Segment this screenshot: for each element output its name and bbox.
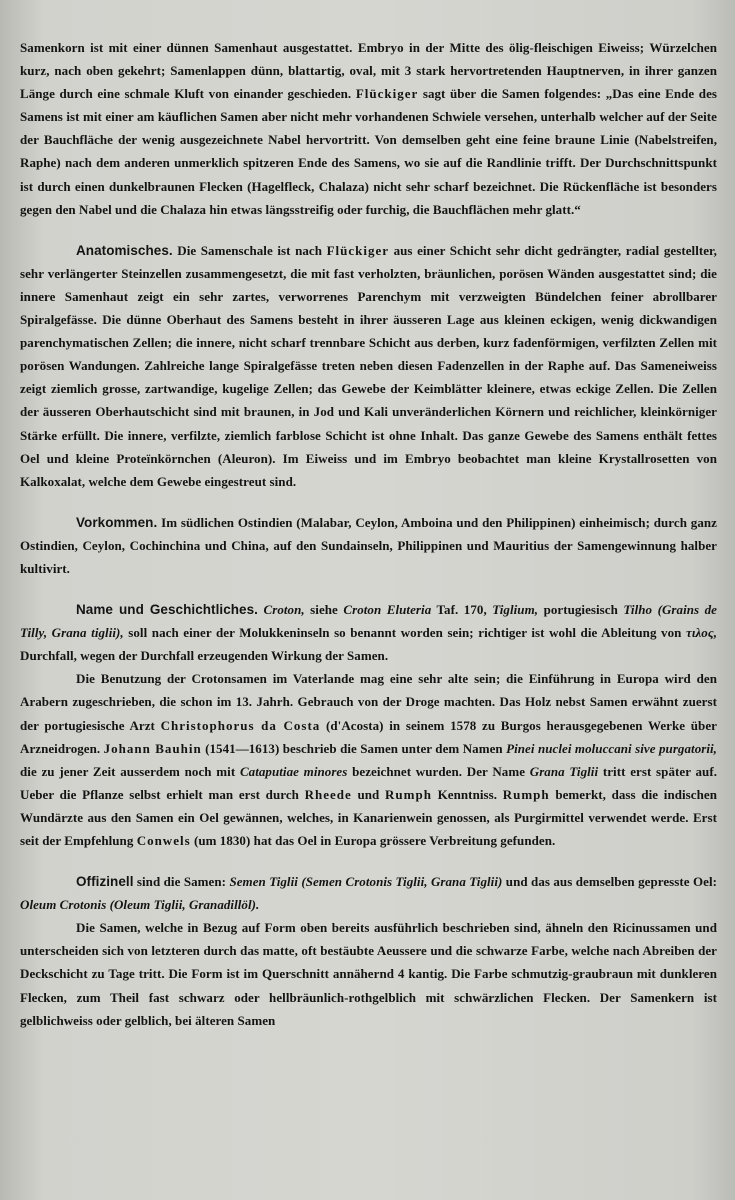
text-run: sagt über die Samen folgendes: „Das eine Ende des Samens ist mit einer am käuflichen Samen aber nicht mehr vorhandenen Schwiele versehen, unterhalb welcher auf der Seite der Bauchfläche der wenig ausgezeichnete Nabel hervortritt. Von demselben geht eine feine braune Linie (Nabelstreifen, Raphe) nach dem anderen unmerklich spitzeren Ende des Samens, wo sie auf die Randlinie trifft. Der Durchschnittspunkt ist durch einen dunkelbraunen Flecken (Hagelfleck, Chalaza) nicht sehr scharf bezeichnet. Die Rückenfläche ist besonders gegen den Nabel und die Chalaza hin etwas längsstreifig oder furchig, die Bauchflächen mehr glatt.“ [20,86,717,217]
text-run: Die Benutzung der Crotonsamen im Vaterlande mag eine sehr alte sein; die Einführung in Europa wird den Arabern zugeschrieben, die schon im 13. Jahrh. Gebrauch von der Droge machten. Das Holz nebst Samen erwähnt zuerst der portugiesische Arzt [20,671,717,733]
text-run: Kenntniss. [431,786,503,802]
paragraph-anatomisches [20,239,717,493]
text-run: (1541—1613) beschrieb die Samen unter dem Namen [201,740,507,756]
text-run: Im südlichen Ostindien (Malabar, Ceylon, Amboina und den Philippinen) einheimisch; durch ganz Ostindien, Ceylon, Cochinchina und China, auf den Sundainseln, Philippinen und Mauritius der Samengewinnung halber kultivirt. [20,514,717,576]
author-name: Flückiger [355,86,419,102]
person-name: Conwels [136,833,191,848]
latin-term: Pinei nuclei moluccani sive purgatorii, [506,740,717,756]
text-run: Durchfall, wegen der Durchfall erzeugenden Wirkung der Samen. [20,648,389,664]
text-run: Die Samenschale ist nach [172,242,327,258]
text-run: bezeichnet wurden. Der Name [347,763,530,779]
section-heading-anatomisches: Anatomisches. [76,242,173,258]
section-heading-vorkommen: Vorkommen. [76,514,158,530]
greek-term: τιλος, [686,625,717,641]
text-run: tritt erst später auf. Ueber die Pflanze selbst erhielt man erst durch [20,763,718,802]
latin-term: Tilho (Grains de Tilly, Grana tiglii), [20,602,718,641]
latin-term: Croton, [263,602,305,618]
person-name: Rumph [502,786,550,802]
text-run: bemerkt, dass die indischen Wundärzte aus den Samen ein Oel gewännen, welches, in Kanarienwein genossen, als Purgirmittel verwendet werde. Erst seit der Empfehlung [20,786,717,848]
text-run: und [351,786,386,802]
text-run: Die Samen, welche in Bezug auf Form oben bereits ausführlich beschrieben sind, ähneln den Ricinussamen und unterscheiden sich von letzteren durch das matte, oft bestäubte Aeussere und die schwarze Farbe, welche nach Abreiben der Deckschicht zu Tage tritt. Die Form ist im Querschnitt annähernd 4 kantig. Die Farbe schmutzig-graubraun mit dunkleren Flecken, zum Theil fast schwarz oder hellbräunlich-rothgelblich mit schwärzlichen Flecken. Der Samenkern ist gelblichweiss oder gelblich, bei älteren Samen [20,920,717,1028]
paragraph-name-geschichte [20,598,717,667]
person-name: Rheede [304,786,352,802]
person-name: Christophorus da Costa [160,717,321,733]
paragraph-offizinell [20,870,717,916]
person-name: Johann Bauhin [103,740,202,756]
latin-term: Croton Eluteria [343,602,432,618]
latin-term: Tiglium, [492,602,539,618]
text-run: (d'Acosta) in seinem 1578 zu Burgos herausgegebenen Werke über Arzneidrogen. [20,717,717,756]
latin-term: Semen Tiglii (Semen Crotonis Tiglii, Grana Tiglii) [229,874,503,890]
text-run: soll nach einer der Molukkeninseln so benannt worden sein; richtiger ist wohl die Ableitung von [123,625,686,641]
text-run: (um 1830) hat das Oel in Europa grössere Verbreitung gefunden. [190,833,556,848]
author-name: Flückiger [326,242,389,258]
paragraph-seed-form [20,916,717,1031]
text-run: die zu jener Zeit ausserdem noch mit [20,763,240,779]
text-run: Taf. 170, [431,602,493,618]
section-heading-name-geschichte: Name und Geschichtliches. [76,602,258,618]
section-heading-offizinell: Offizinell [76,874,134,890]
paragraph-history [20,667,717,852]
paragraph-vorkommen [20,511,717,580]
text-run: Samenkorn ist mit einer dünnen Samenhaut ausgestattet. Embryo in der Mitte des ölig-fleischigen Eiweiss; Würzelchen kurz, nach oben gekehrt; Samenlappen dünn, blattartig, oval, mit 3 stark hervortretenden Hauptnerven, in ihrer ganzen Länge durch eine schmale Kluft von einander geschieden. [20,40,717,102]
person-name: Rumph [385,786,432,802]
text-run: aus einer Schicht sehr dicht gedrängter, radial gestellter, sehr verlängerter Steinzellen zusammengesetzt, die mit fast verholzten, bräunlichen, porösen Wänden ausgestattet sind; die innere Samenhaut zeigt ein sehr zartes, verworrenes Parenchym mit verzweigten Bündelchen feiner abrollbarer Spiralgefässe. Die dünne Oberhaut des Samens besteht in ihrer äusseren Lage aus kleinen eckigen, wenig dickwandigen parenchymatischen Zellen; die innere, nicht scharf trennbare Schicht aus derben, kurz fadenförmigen, verfilzten Zellen mit porösen Wandungen. Zahlreiche lange Spiralgefässe treten neben diesen Fadenzellen in der Raphe auf. Das Sameneiweiss zeigt ziemlich grosse, zartwandige, kugelige Zellen; das Gewebe der Keimblätter kleinere, etwas eckige Zellen. Die Zellen der äusseren Oberhautschicht sind mit braunen, in Jod und Kali unveränderlichen Körnern und reichlicher, kleinkörniger Stärke erfüllt. Die innere, verfilzte, ziemlich farblose Schicht ist ohne Inhalt. Das ganze Gewebe des Samens enthält fettes Oel und kleine Proteïnkörnchen (Aleuron). Im Eiweiss und im Embryo beobachtet man kleine Krystallrosetten von Kalkoxalat, welche dem Gewebe eingestreut sind. [20,242,717,489]
paragraph-seed-description [20,36,717,221]
text-run: sind die Samen: [133,874,230,890]
latin-term: Oleum Crotonis (Oleum Tiglii, Granadillöl). [20,897,260,913]
text-run: portugiesisch [538,602,624,618]
latin-term: Cataputiae minores [239,763,348,779]
text-run: siehe [304,602,344,618]
text-run: und das aus demselben gepresste Oel: [502,874,717,890]
latin-term: Grana Tiglii [529,763,599,779]
